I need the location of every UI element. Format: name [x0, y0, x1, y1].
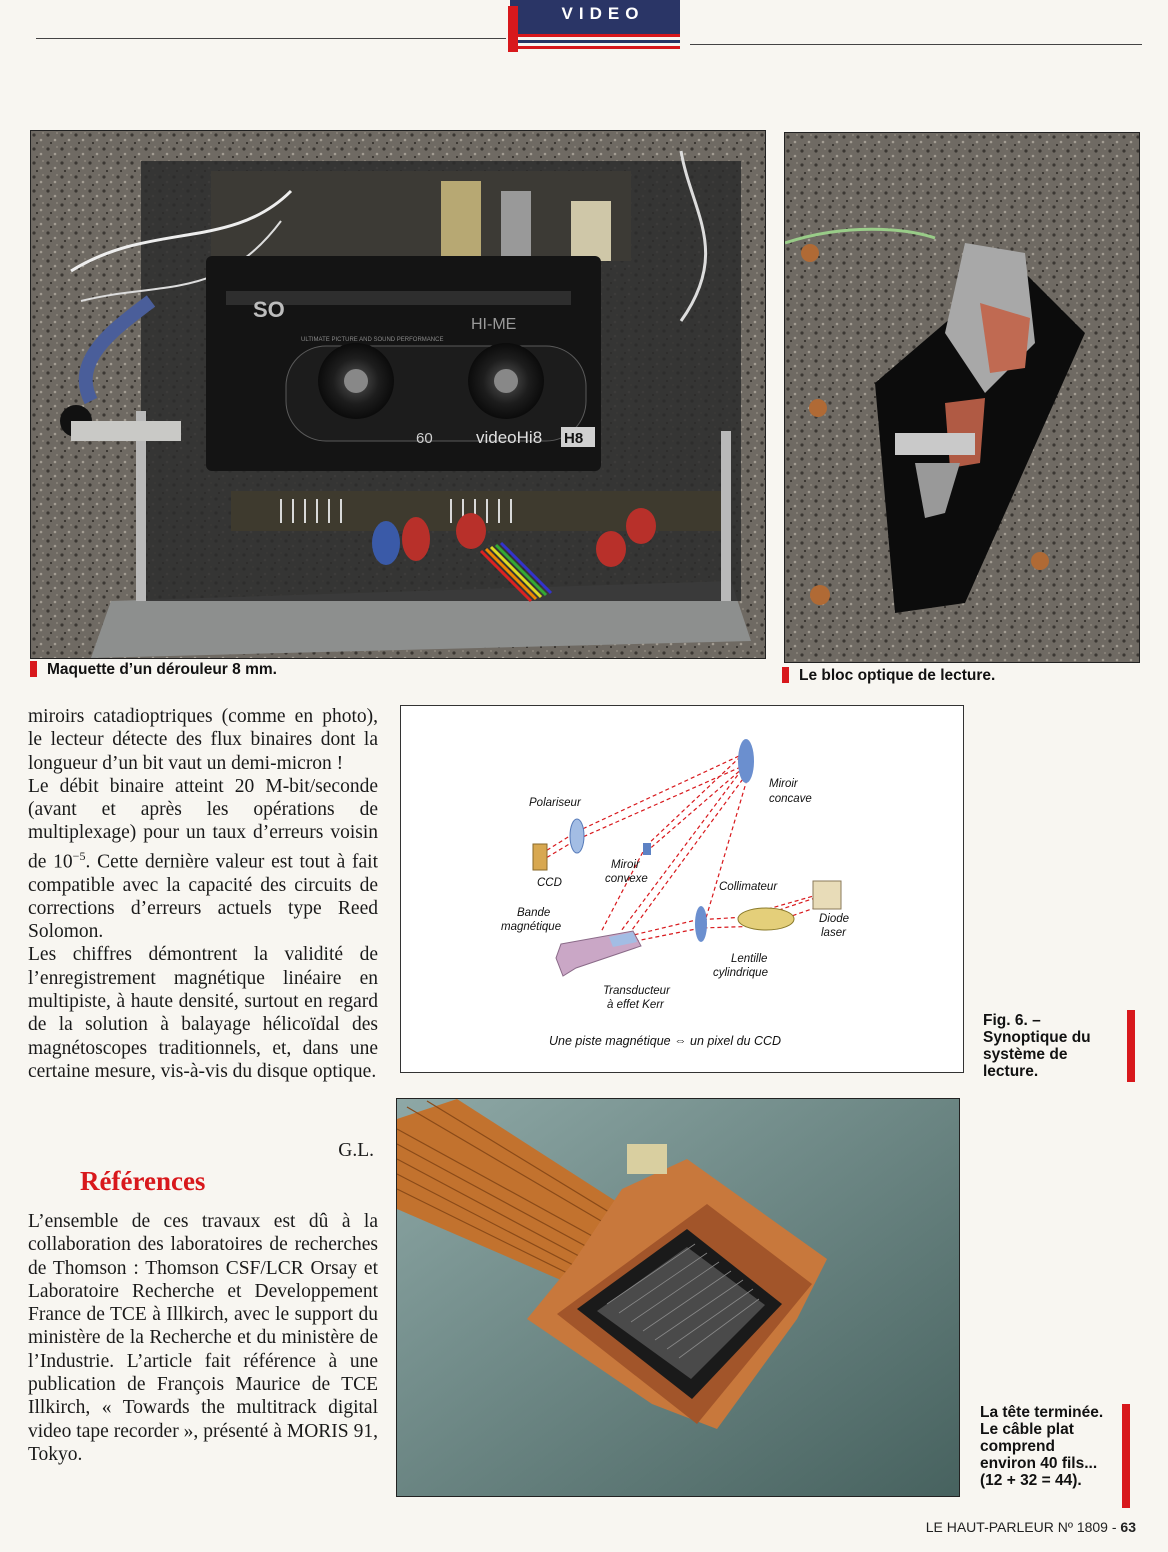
page-number: 63: [1120, 1519, 1136, 1535]
label-diode-1: Diode: [819, 913, 850, 925]
page-footer: [926, 1519, 1136, 1535]
body-paragraph-1: miroirs catadioptriques (comme en photo), le lecteur détecte des flux binaires dont la longueur d’un bit vaut un demi-micron !: [28, 706, 378, 774]
label-bande-1: Bande: [517, 907, 551, 919]
concave-mirror: [738, 739, 754, 783]
label-transducteur-1: Transducteur: [603, 985, 670, 997]
cassette-label-text: HI-ME: [471, 316, 517, 333]
collimator: [738, 908, 794, 930]
cassette-format: videoHi8: [476, 428, 543, 447]
label-miroir-concave-1: Miroir: [769, 778, 798, 790]
photo-finished-head: [396, 1098, 960, 1497]
ccd-sensor: [533, 844, 547, 870]
finished-head-marker: [1122, 1404, 1130, 1508]
author-signature: G.L.: [338, 1140, 374, 1161]
body-paragraph-2-end: . Cette dernière valeur est tout à fait compatible avec la capacité des circuits de corrections d’erreurs actuels type Reed Solomon.: [28, 851, 378, 943]
caption-tape-deck-text: Maquette d’un dérouleur 8 mm.: [47, 661, 277, 678]
caption-marker: [782, 667, 789, 683]
label-bande-2: magnétique: [501, 921, 562, 933]
figure-6-caption: Fig. 6. – Synoptique du système de lecture.: [983, 1012, 1091, 1080]
label-collimateur: Collimateur: [719, 881, 778, 893]
photo-tape-deck: [30, 130, 766, 659]
references-heading: Références: [80, 1166, 206, 1196]
caption-tape-deck: [30, 661, 277, 679]
cylindrical-lens: [695, 906, 707, 942]
label-polariseur: Polariseur: [529, 797, 581, 809]
label-miroir-concave-2: concave: [769, 793, 812, 805]
convex-mirror: [643, 843, 651, 855]
section-label: VIDEO: [561, 4, 645, 23]
header-rule-right: [690, 44, 1142, 45]
cassette-brand: SO: [253, 297, 285, 322]
caption-marker: [30, 661, 37, 677]
finished-head-illustration: [397, 1099, 959, 1496]
cassette-strip-text: ULTIMATE PICTURE AND SOUND PERFORMANCE: [301, 337, 444, 343]
cassette-badge: H8: [564, 430, 584, 447]
body-paragraph-3: Les chiffres démontrent la validité de l’enregistrement magnétique linéaire en multipiste, à haute densité, surtout en regard de la solution à balayage hélicoïdal des magnétoscopes traditionnels, et, dans une certaine mesure, vis-à-vis du disque optique.: [28, 944, 378, 1082]
label-lentille-2: cylindrique: [713, 967, 768, 979]
article-body: [28, 705, 378, 1083]
label-miroir-convexe-1: Miroir: [611, 859, 640, 871]
label-ccd: CCD: [537, 877, 562, 889]
tape-deck-illustration: [31, 131, 765, 658]
label-transducteur-2: à effet Kerr: [607, 999, 664, 1011]
laser-diode: [813, 881, 841, 909]
polariser: [570, 819, 584, 853]
caption-optical-block: [782, 667, 995, 685]
label-diode-2: laser: [821, 927, 846, 939]
caption-optical-block-text: Le bloc optique de lecture.: [799, 667, 996, 684]
magazine-issue: LE HAUT-PARLEUR Nº 1809 -: [925, 1519, 1121, 1535]
exponent: −5: [72, 848, 86, 863]
body-paragraph-2: [28, 775, 378, 944]
photo-optical-block: [784, 132, 1140, 663]
section-tab-stripes: [518, 34, 680, 50]
finished-head-caption: La tête terminée. Le câble plat comprend environ 40 fils... (12 + 32 = 44).: [980, 1404, 1104, 1489]
optical-block-illustration: [785, 133, 1139, 662]
label-lentille-1: Lentille: [731, 953, 768, 965]
section-tab-accent: [508, 6, 518, 52]
reading-system-synoptic: [401, 706, 963, 1072]
body-paragraph-2-start: Le débit binaire atteint 20 M-bit/seconde (avant et après les opérations de multiplexage) pour un taux d’erreurs voisin de 10: [28, 775, 378, 873]
label-miroir-convexe-2: convexe: [605, 873, 648, 885]
figure-6-diagram: [400, 705, 964, 1073]
references-text: L’ensemble de ces travaux est dû à la collaboration des laboratoires de recherches de Thomson : Thomson CSF/LCR Orsay et Laboratoire Recherche et Developpement France de TCE à Illkirch, avec le support du ministère de la Recherche et du ministère de l’Industrie. L’article fait référence à une publication de François Maurice de TCE Illkirch, « Towards the multitrack digital video tape recorder », présenté à MORIS 91, Tokyo.: [28, 1211, 378, 1465]
figure-6-marker: [1127, 1010, 1135, 1082]
diagram-caption: Une piste magnétique ⇔ un pixel du CCD: [549, 1034, 782, 1048]
header-rule-left: [36, 38, 506, 39]
cassette-time: 60: [416, 430, 433, 447]
